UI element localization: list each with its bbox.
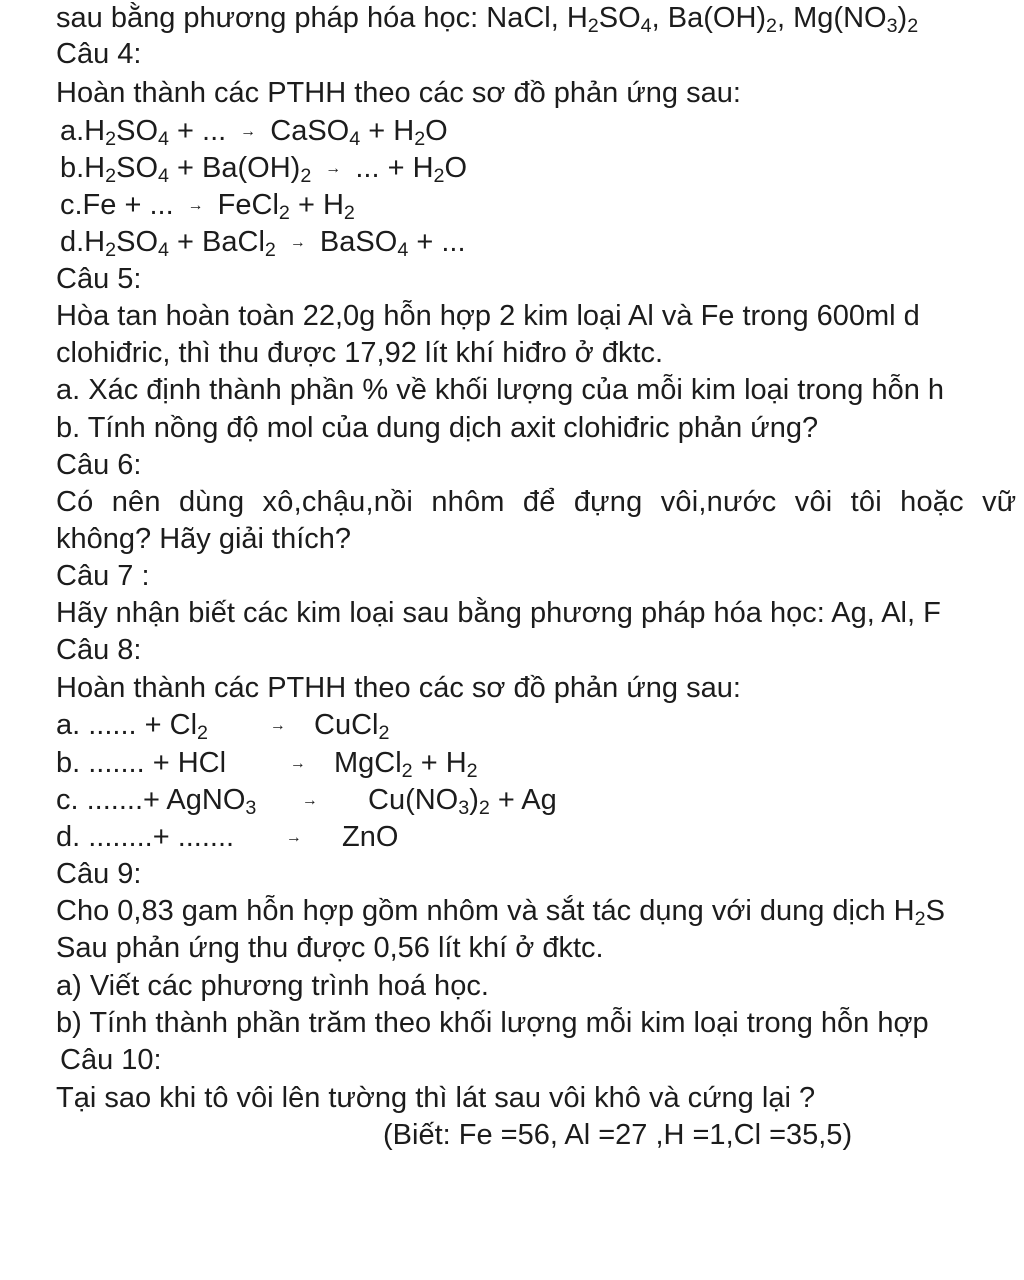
cau9-line2: Sau phản ứng thu được 0,56 lít khí ở đktc.: [56, 932, 604, 964]
cau8-equation-b: b. ....... + HCl → MgCl$_2$ + $H_2$: [56, 747, 478, 782]
cau4-equation-b: $b.H_2SO_4 + Ba(OH)_2$ → ... + $H_2O$: [60, 152, 468, 187]
cau5-question-b: b. Tính nồng độ mol của dung dịch axit clohiđric phản ứng?: [56, 412, 819, 444]
top-line: sau bằng phương pháp hóa học: NaCl, $H_2SO_4$, $Ba(OH)_2$, $Mg(NO_3)_2$: [56, 2, 919, 37]
cau7-heading: Câu 7 :: [56, 560, 150, 592]
cau9-question-a: a) Viết các phương trình hoá học.: [56, 970, 489, 1002]
cau5-line2: clohiđric, thì thu được 17,92 lít khí hiđro ở đktc.: [56, 337, 664, 369]
cau4-intro: Hoàn thành các PTHH theo các sơ đồ phản ứng sau:: [56, 77, 741, 109]
cau5-line1: Hòa tan hoàn toàn 22,0g hỗn hợp 2 kim loại Al và Fe trong 600ml d: [56, 300, 920, 332]
cau8-intro: Hoàn thành các PTHH theo các sơ đồ phản ứng sau:: [56, 672, 741, 704]
cau8-heading: Câu 8:: [56, 634, 142, 666]
cau8-equation-a: a. ...... + $Cl_2$ → CuCl$_2$: [56, 709, 390, 744]
cau10-heading: Câu 10:: [60, 1044, 162, 1076]
cau4-heading: Câu 4:: [56, 38, 142, 70]
cau9-line1: Cho 0,83 gam hỗn hợp gồm nhôm và sắt tác dụng với dung dịch $H_2S$: [56, 895, 945, 930]
cau4-equation-c: c.Fe + ... → FeCl$_2$ + $H_2$: [60, 189, 355, 224]
cau4-equation-a: $a.H_2SO_4$ + ... → CaSO$_4$ + $H_2O$: [60, 115, 448, 150]
cau6-heading: Câu 6:: [56, 449, 142, 481]
cau5-heading: Câu 5:: [56, 263, 142, 295]
cau4-equation-d: $d.H_2SO_4$ + BaCl$_2$ → BaSO$_4$ + ...: [60, 226, 466, 261]
cau9-heading: Câu 9:: [56, 858, 142, 890]
cau9-question-b: b) Tính thành phần trăm theo khối lượng mỗi kim loại trong hỗn hợp: [56, 1007, 929, 1039]
cau5-question-a: a. Xác định thành phần % về khối lượng của mỗi kim loại trong hỗn h: [56, 374, 945, 406]
cau6-line2: không? Hãy giải thích?: [56, 523, 352, 555]
cau6-line1: Có nên dùng xô,chậu,nồi nhôm để đựng vôi,nước vôi tôi hoặc vữ: [56, 486, 1017, 518]
cau8-equation-c: c. .......+ AgNO$_3$ → $Cu(NO_3)_2 + Ag$: [56, 784, 557, 819]
cau10-note: (Biết: Fe =56, Al =27 ,H =1,Cl =35,5): [383, 1119, 853, 1151]
cau10-line1: Tại sao khi tô vôi lên tường thì lát sau vôi khô và cứng lại ?: [56, 1082, 816, 1114]
cau7-line1: Hãy nhận biết các kim loại sau bằng phương pháp hóa học: Ag, Al, F: [56, 597, 941, 629]
cau8-equation-d: d. ........+ ....... → ZnO: [56, 821, 399, 853]
